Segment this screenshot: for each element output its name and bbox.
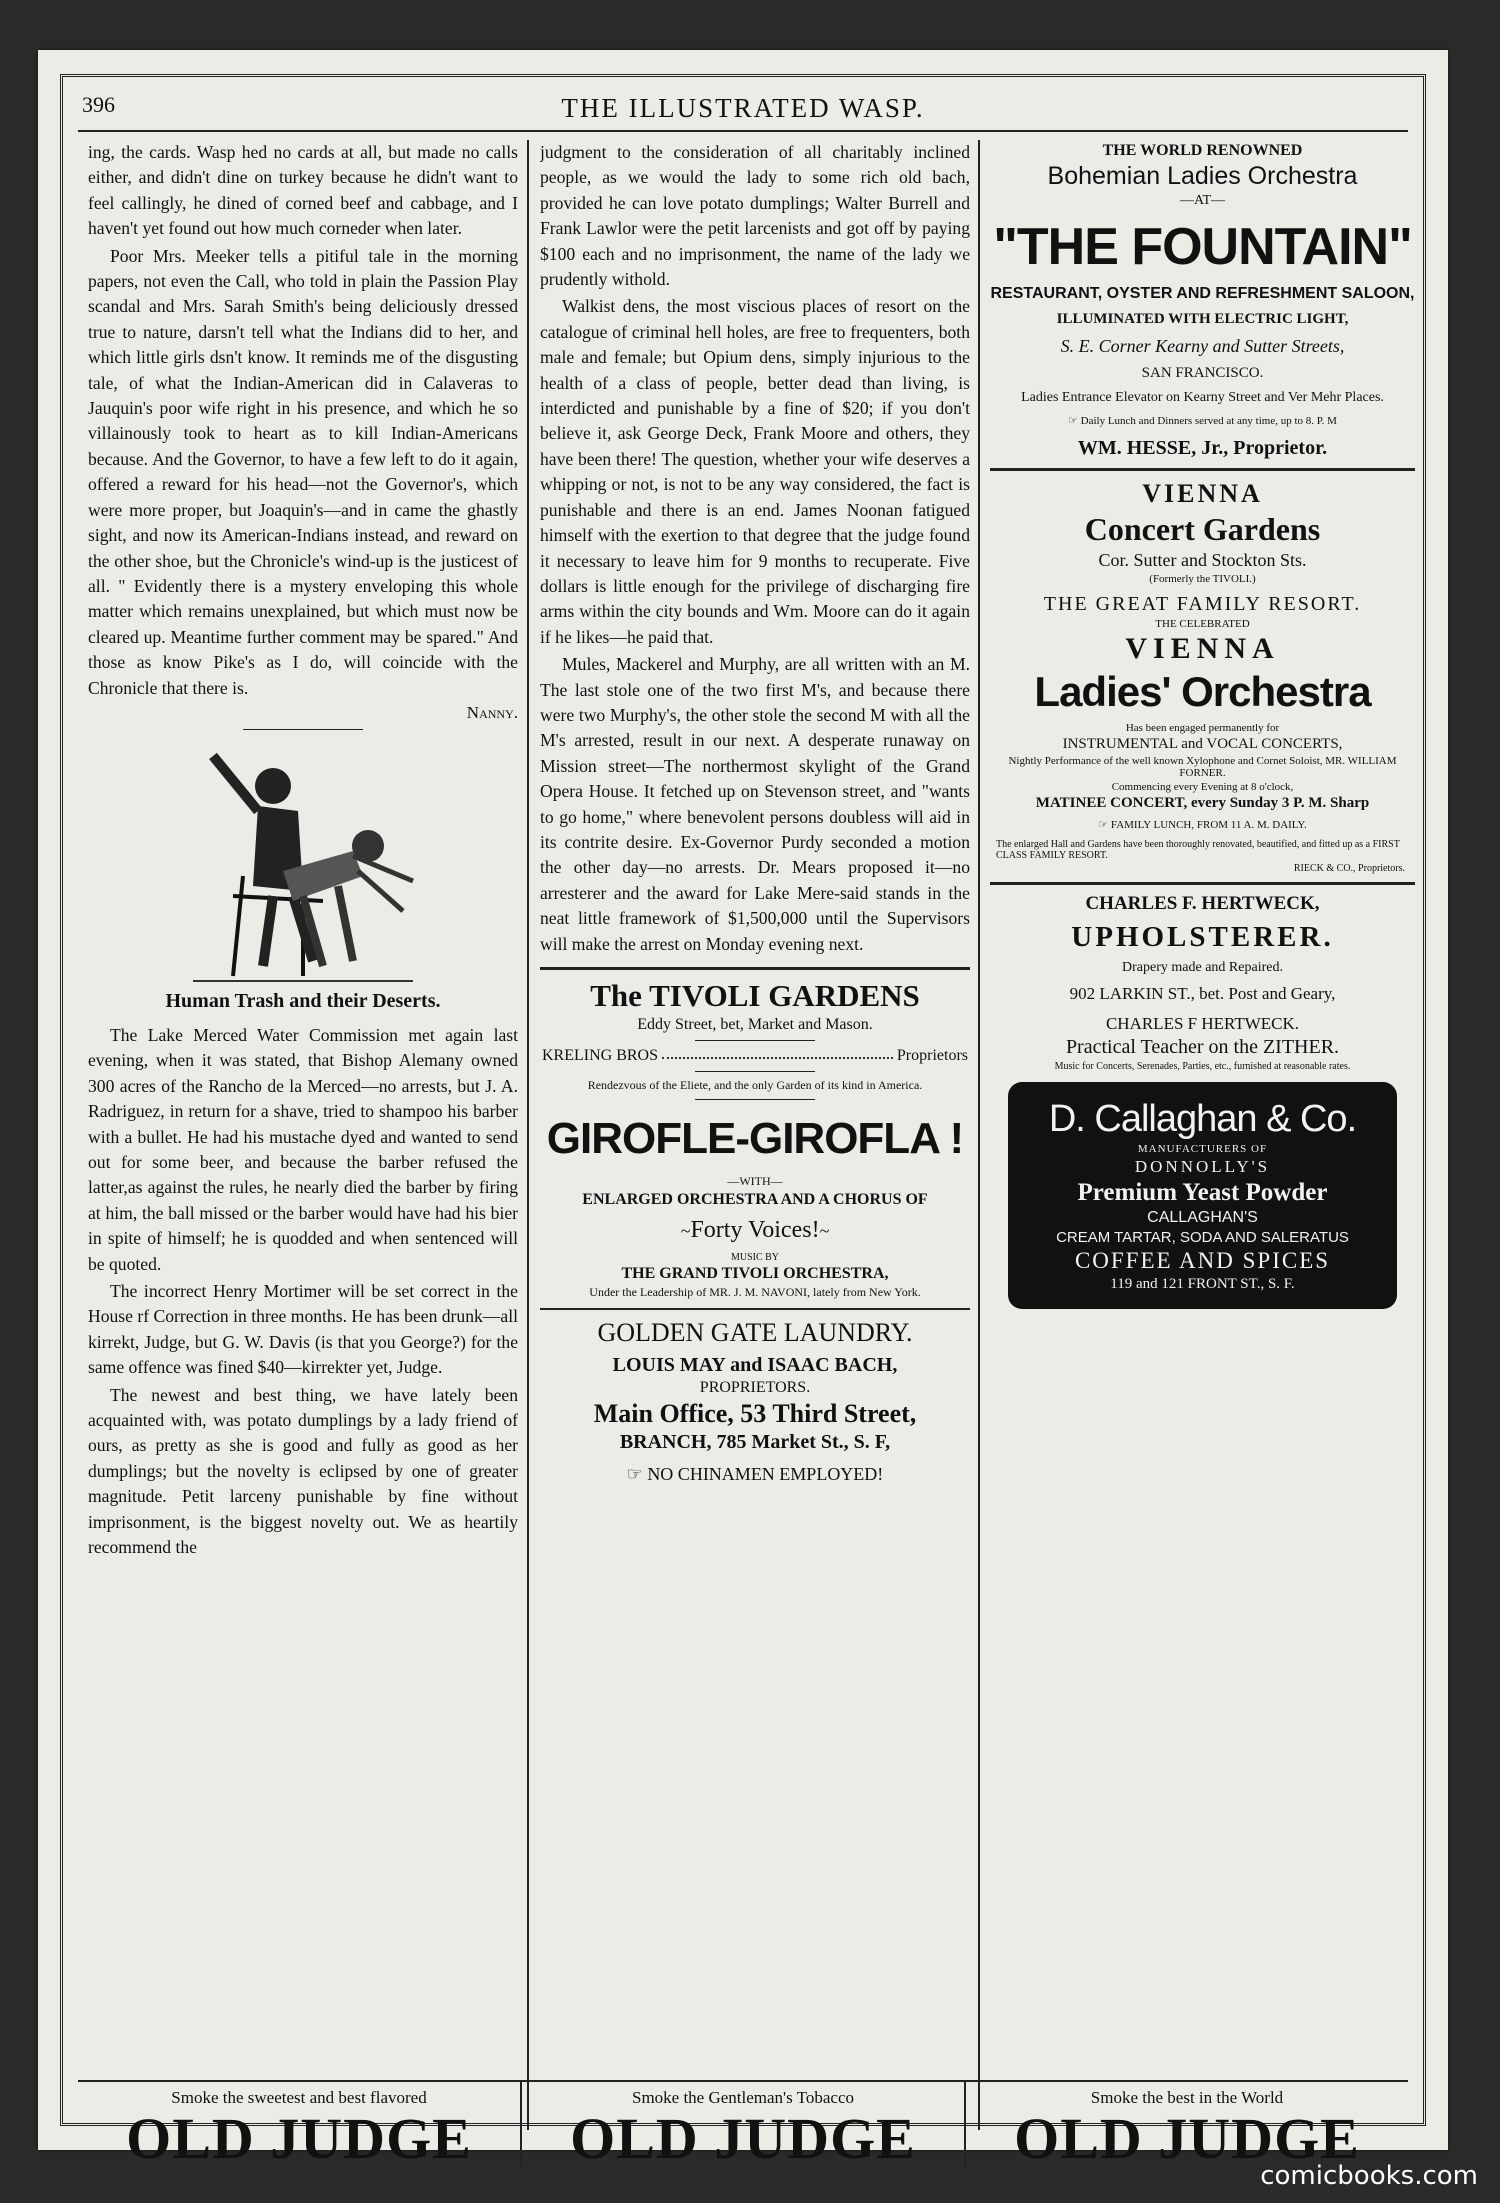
- ad-line: Ladies Entrance Elevator on Kearny Street and Ver Mehr Places.: [1021, 390, 1384, 405]
- ad-line: MANUFACTURERS OF: [1137, 1143, 1268, 1155]
- ad-title: The TIVOLI GARDENS: [590, 978, 920, 1013]
- banner-tagline: Smoke the best in the World: [1090, 2088, 1284, 2107]
- newspaper-page: [38, 50, 1448, 2171]
- masthead: [78, 86, 1408, 132]
- article-paragraph: Poor Mrs. Meeker tells a pitiful tale in the morning papers, not even the Call, who told in plain the Passion Play scandal and Mrs. Sarah Smith's being deliciously dressed true to nature, darsn't tell what the Indians did to her, and which little girls dsn't know. It reminds me of the disgusting tale, of what the Indian-American did in Calaveras to Jauquin's poor wife right in his presence, and which he so villainously took to heart as to kill Indian-Americans because. And the Governor, to have a few left to do it again, offered a reward for his head—not the Governor's, which were more proper, but Joaquin's—and in came the ghastly sight, and now its American-Indians instead, and reward on the other shoe, but the Chronicle's wind-up is the justicest of all. " Evidently there is a mystery enveloping this whole matter which remains unexplained, but which must now be cleared up. Meantime further comment may be spared." And those as know Pike's as I do, will coincide with the Chronicle that there is.: [88, 245, 518, 698]
- tivoli-gardens-ad: [540, 978, 970, 1300]
- section-rule: [540, 967, 970, 970]
- vienna-gardens-ad: [990, 479, 1415, 874]
- ad-line: CREAM TARTAR, SODA AND SALERATUS: [1056, 1229, 1349, 1246]
- ad-line: DONNOLLY'S: [1134, 1157, 1271, 1176]
- ad-line: RIECK & CO., Proprietors.: [1293, 863, 1405, 874]
- ad-line: [990, 414, 1415, 427]
- section-rule: [990, 882, 1415, 885]
- show-title: GIROFLE-GIROFLA !: [546, 1114, 964, 1163]
- ad-line: RESTAURANT, OYSTER AND REFRESHMENT SALOON,: [990, 285, 1415, 302]
- ad-line: BRANCH, 785 Market St., S. F,: [619, 1431, 891, 1453]
- ad-line: Music for Concerts, Serenades, Parties, etc., furnished at reasonable rates.: [1054, 1061, 1351, 1072]
- column-two: [540, 140, 970, 1990]
- ad-tagline: Rendezvous of the Eliete, and the only Garden of its kind in America.: [587, 1078, 923, 1092]
- banner-tagline: Smoke the Gentleman's Tobacco: [631, 2088, 855, 2107]
- ad-line: THE CELEBRATED: [1155, 618, 1250, 630]
- ad-line: ILLUMINATED WITH ELECTRIC LIGHT,: [1056, 311, 1349, 327]
- fountain-ad: [990, 142, 1415, 460]
- section-rule: [540, 1308, 970, 1310]
- article-paragraph: ing, the cards. Wasp hed no cards at all, but made no calls either, and didn't dine on turkey because he didn't want to feel callingly, he dined of corned beef and cabbage, and I haven't yet found out how much corneder when later.: [88, 142, 518, 239]
- ad-line: THE GREAT FAMILY RESORT.: [1043, 593, 1362, 615]
- ad-title: Concert Gardens: [1084, 511, 1321, 547]
- callaghan-ad: [1008, 1082, 1397, 1309]
- ad-connector: MUSIC BY: [730, 1252, 780, 1263]
- ad-voices-text: Forty Voices!: [690, 1217, 820, 1243]
- author-signature: Nanny.: [466, 702, 518, 722]
- ad-note: NO CHINAMEN EMPLOYED!: [647, 1464, 884, 1484]
- ad-connector: —AT—: [1179, 193, 1226, 208]
- ad-line: Has been engaged permanently for: [1125, 722, 1280, 734]
- article-paragraph: The Lake Merced Water Commission met again last evening, when it was stated, that Bishop Alemany owned 300 acres of the Rancho de la Merced—no arrests, but J. A. Radriguez, in return for a shave, tried to shampoo his barber with a bullet. He had his mustache dyed and wanted to send out for some beer, and because the barber refused the latter,as against the rules, he nearly died the barber by firing at him, the ball missed or the barber would have had his bier in spite of himself; he is quodded and when sentenced will be quoted.: [88, 1024, 518, 1274]
- ad-connector: —WITH—: [727, 1174, 783, 1188]
- banner-brand: OLD JUDGE: [570, 2106, 916, 2171]
- ad-line: Practical Teacher on the ZITHER.: [1065, 1036, 1340, 1058]
- ad-line: CHARLES F. HERTWECK,: [1085, 893, 1320, 914]
- ad-headline: "THE FOUNTAIN": [993, 218, 1412, 276]
- ad-line: Cor. Sutter and Stockton Sts.: [1098, 550, 1307, 570]
- signature-line: [88, 703, 518, 723]
- ad-title: GOLDEN GATE LAUNDRY.: [597, 1318, 913, 1347]
- banner-cell: [522, 2082, 966, 2171]
- ad-line: [990, 818, 1415, 831]
- ad-address: Eddy Street, bet, Market and Mason.: [637, 1016, 873, 1033]
- article-paragraph: judgment to the consideration of all charitably inclined people, as we would the lady to some rich old bach, provided he can love potato dumplings; Walter Burrell and Frank Lawlor were the petit larcenists and got off by paying $100 each and no imprisonment, the name of the lady we prudently withold.: [540, 142, 970, 290]
- page-title: THE ILLUSTRATED WASP.: [561, 92, 925, 123]
- ad-line: INSTRUMENTAL and VOCAL CONCERTS,: [1062, 736, 1343, 752]
- ad-line: LOUIS MAY and ISAAC BACH,: [612, 1354, 898, 1376]
- page-number: 396: [82, 92, 115, 117]
- illustration-caption: Human Trash and their Deserts.: [165, 989, 441, 1012]
- ad-line: CALLAGHAN'S: [1147, 1209, 1258, 1226]
- ad-line: PROPRIETORS.: [699, 1379, 811, 1396]
- ad-line: THE WORLD RENOWNED: [1102, 142, 1303, 159]
- ad-title: VIENNA: [1142, 479, 1263, 508]
- banner-cell: [78, 2082, 522, 2171]
- proprietor-label: Proprietors: [896, 1047, 968, 1064]
- ad-title: Bohemian Ladies Orchestra: [1047, 162, 1358, 190]
- banner-brand: OLD JUDGE: [126, 2106, 472, 2171]
- banner-cell: [966, 2082, 1408, 2171]
- ad-line: WM. HESSE, Jr., Proprietor.: [1077, 437, 1328, 459]
- section-rule: [243, 729, 363, 730]
- pointing-hand-icon: ☞: [1098, 819, 1109, 831]
- article-paragraph: Mules, Mackerel and Murphy, are all written with an M. The last stole one of the two first M's, and because there were two Murphy's, the other stole the second M with all the M's arrested, result in our next. A desperate runaway on Mission street—The northermost skylight of the Grand Opera House. It fetched up on Stevenson street, and "wants to go home," where benevolent persons doubless will aid in its contrite desire. Ex-Governor Purdy seconded a motion the other day—no arrests. Dr. Mears proposed it—no arresterer and the award for Lake Mere-said stands in the neat little framework of $1,500,000 until the Supervisors will make the arrest on Monday evening next.: [540, 654, 970, 954]
- ad-headline: Ladies' Orchestra: [1034, 668, 1371, 715]
- section-rule: [695, 1099, 815, 1100]
- spanking-illustration: [153, 736, 453, 986]
- ad-line: Under the Leadership of MR. J. M. NAVONI, lately from New York.: [589, 1285, 921, 1299]
- ad-line: The enlarged Hall and Gardens have been thoroughly renovated, beautified, and fitted up as a FIRST CLASS FAMILY RESORT.: [996, 839, 1400, 861]
- section-rule: [990, 468, 1415, 471]
- article-paragraph: The incorrect Henry Mortimer will be set correct in the House rf Correction in three months. He has been drunk—all kirrekt, Judge, but G. W. Davis (is that you George?) for the same offence was fined $40—kirrekter yet, Judge.: [88, 1281, 518, 1378]
- ad-line: CHARLES F HERTWECK.: [1105, 1014, 1300, 1033]
- section-rule: [695, 1040, 815, 1041]
- proprietor-name: KRELING BROS: [542, 1047, 659, 1064]
- ad-line: ENLARGED ORCHESTRA AND A CHORUS OF: [582, 1191, 928, 1208]
- ad-line: (Formerly the TIVOLI.): [1149, 573, 1256, 585]
- article-paragraph: The newest and best thing, we have lately been acquainted with, was potato dumplings by a lady friend of ours, as pretty as she is good and fully as good as her dumplings; but the novelty is eclipsed by one of greater magnitude. Petit larceny punishable by fine without imprisonment, is the biggest novelty out. We as heartily recommend the: [88, 1384, 518, 1558]
- ad-title: D. Callaghan & Co.: [1048, 1098, 1357, 1140]
- column-three: [990, 140, 1415, 1990]
- ad-voices: ~Forty Voices!~: [680, 1217, 830, 1243]
- hertweck-upholsterer-ad: [990, 893, 1415, 1072]
- ad-line: Main Office, 53 Third Street,: [593, 1399, 917, 1428]
- ad-line: MATINEE CONCERT, every Sunday 3 P. M. Sharp: [1035, 795, 1370, 811]
- banner-brand: OLD JUDGE: [1014, 2106, 1360, 2171]
- ad-line: Commencing every Evening at 8 o'clock,: [1111, 781, 1294, 793]
- column-one: [88, 140, 518, 1990]
- column-divider: [527, 140, 529, 2130]
- golden-gate-laundry-ad: [540, 1318, 970, 1485]
- ad-headline: Premium Yeast Powder: [1077, 1179, 1328, 1206]
- ad-line: 119 and 121 FRONT ST., S. F.: [1110, 1276, 1295, 1292]
- ad-line: THE GRAND TIVOLI ORCHESTRA,: [621, 1265, 889, 1282]
- column-divider: [978, 140, 980, 2130]
- ad-line: COFFEE AND SPICES: [1074, 1248, 1331, 1273]
- ad-line-text: Daily Lunch and Dinners served at any time, up to 8. P. M: [1080, 415, 1337, 427]
- ad-proprietors: [540, 1047, 970, 1065]
- ad-line: S. E. Corner Kearny and Sutter Streets,: [1060, 336, 1345, 356]
- ad-line: Drapery made and Repaired.: [1122, 960, 1283, 975]
- old-judge-banner: [78, 2080, 1408, 2171]
- ad-line: Nightly Performance of the well known Xylophone and Cornet Soloist, MR. WILLIAM FORNER.: [1008, 755, 1397, 779]
- ad-line: [540, 1464, 970, 1485]
- ad-line-text: FAMILY LUNCH, FROM 11 A. M. DAILY.: [1110, 819, 1307, 831]
- ad-title: UPHOLSTERER.: [1071, 921, 1334, 953]
- pointing-hand-icon: ☞: [1068, 415, 1078, 427]
- section-rule: [695, 1071, 815, 1072]
- ad-line: SAN FRANCISCO.: [1141, 365, 1264, 381]
- banner-tagline: Smoke the sweetest and best flavored: [171, 2088, 427, 2107]
- pointing-hand-icon: ☞: [626, 1464, 643, 1484]
- article-paragraph: Walkist dens, the most viscious places of resort on the catalogue of criminal hell holes, are free to frequenters, both male and female; but Opium dens, simply injurious to the health of a class of people, better dead than living, is interdicted and punishable by a fine of $20; if you don't believe it, ask George Deck, Frank Moore and others, they have been there! The question, whether your wife deserves a whipping or not, is not to be any way considered, the fact is punishable and there is an end. James Noonan fatigued himself with the exertion to that degree that the judge found it necessary to leave him for 9 months to recuperate. Five dollars is little enough for the privilege of discharging fire arms within the city bounds and Wm. Moore can do it again if he likes—he paid that.: [540, 296, 970, 647]
- ad-title: VIENNA: [1125, 632, 1280, 665]
- site-watermark: comicbooks.com: [1260, 2161, 1478, 2191]
- ad-line: 902 LARKIN ST., bet. Post and Geary,: [1069, 984, 1336, 1003]
